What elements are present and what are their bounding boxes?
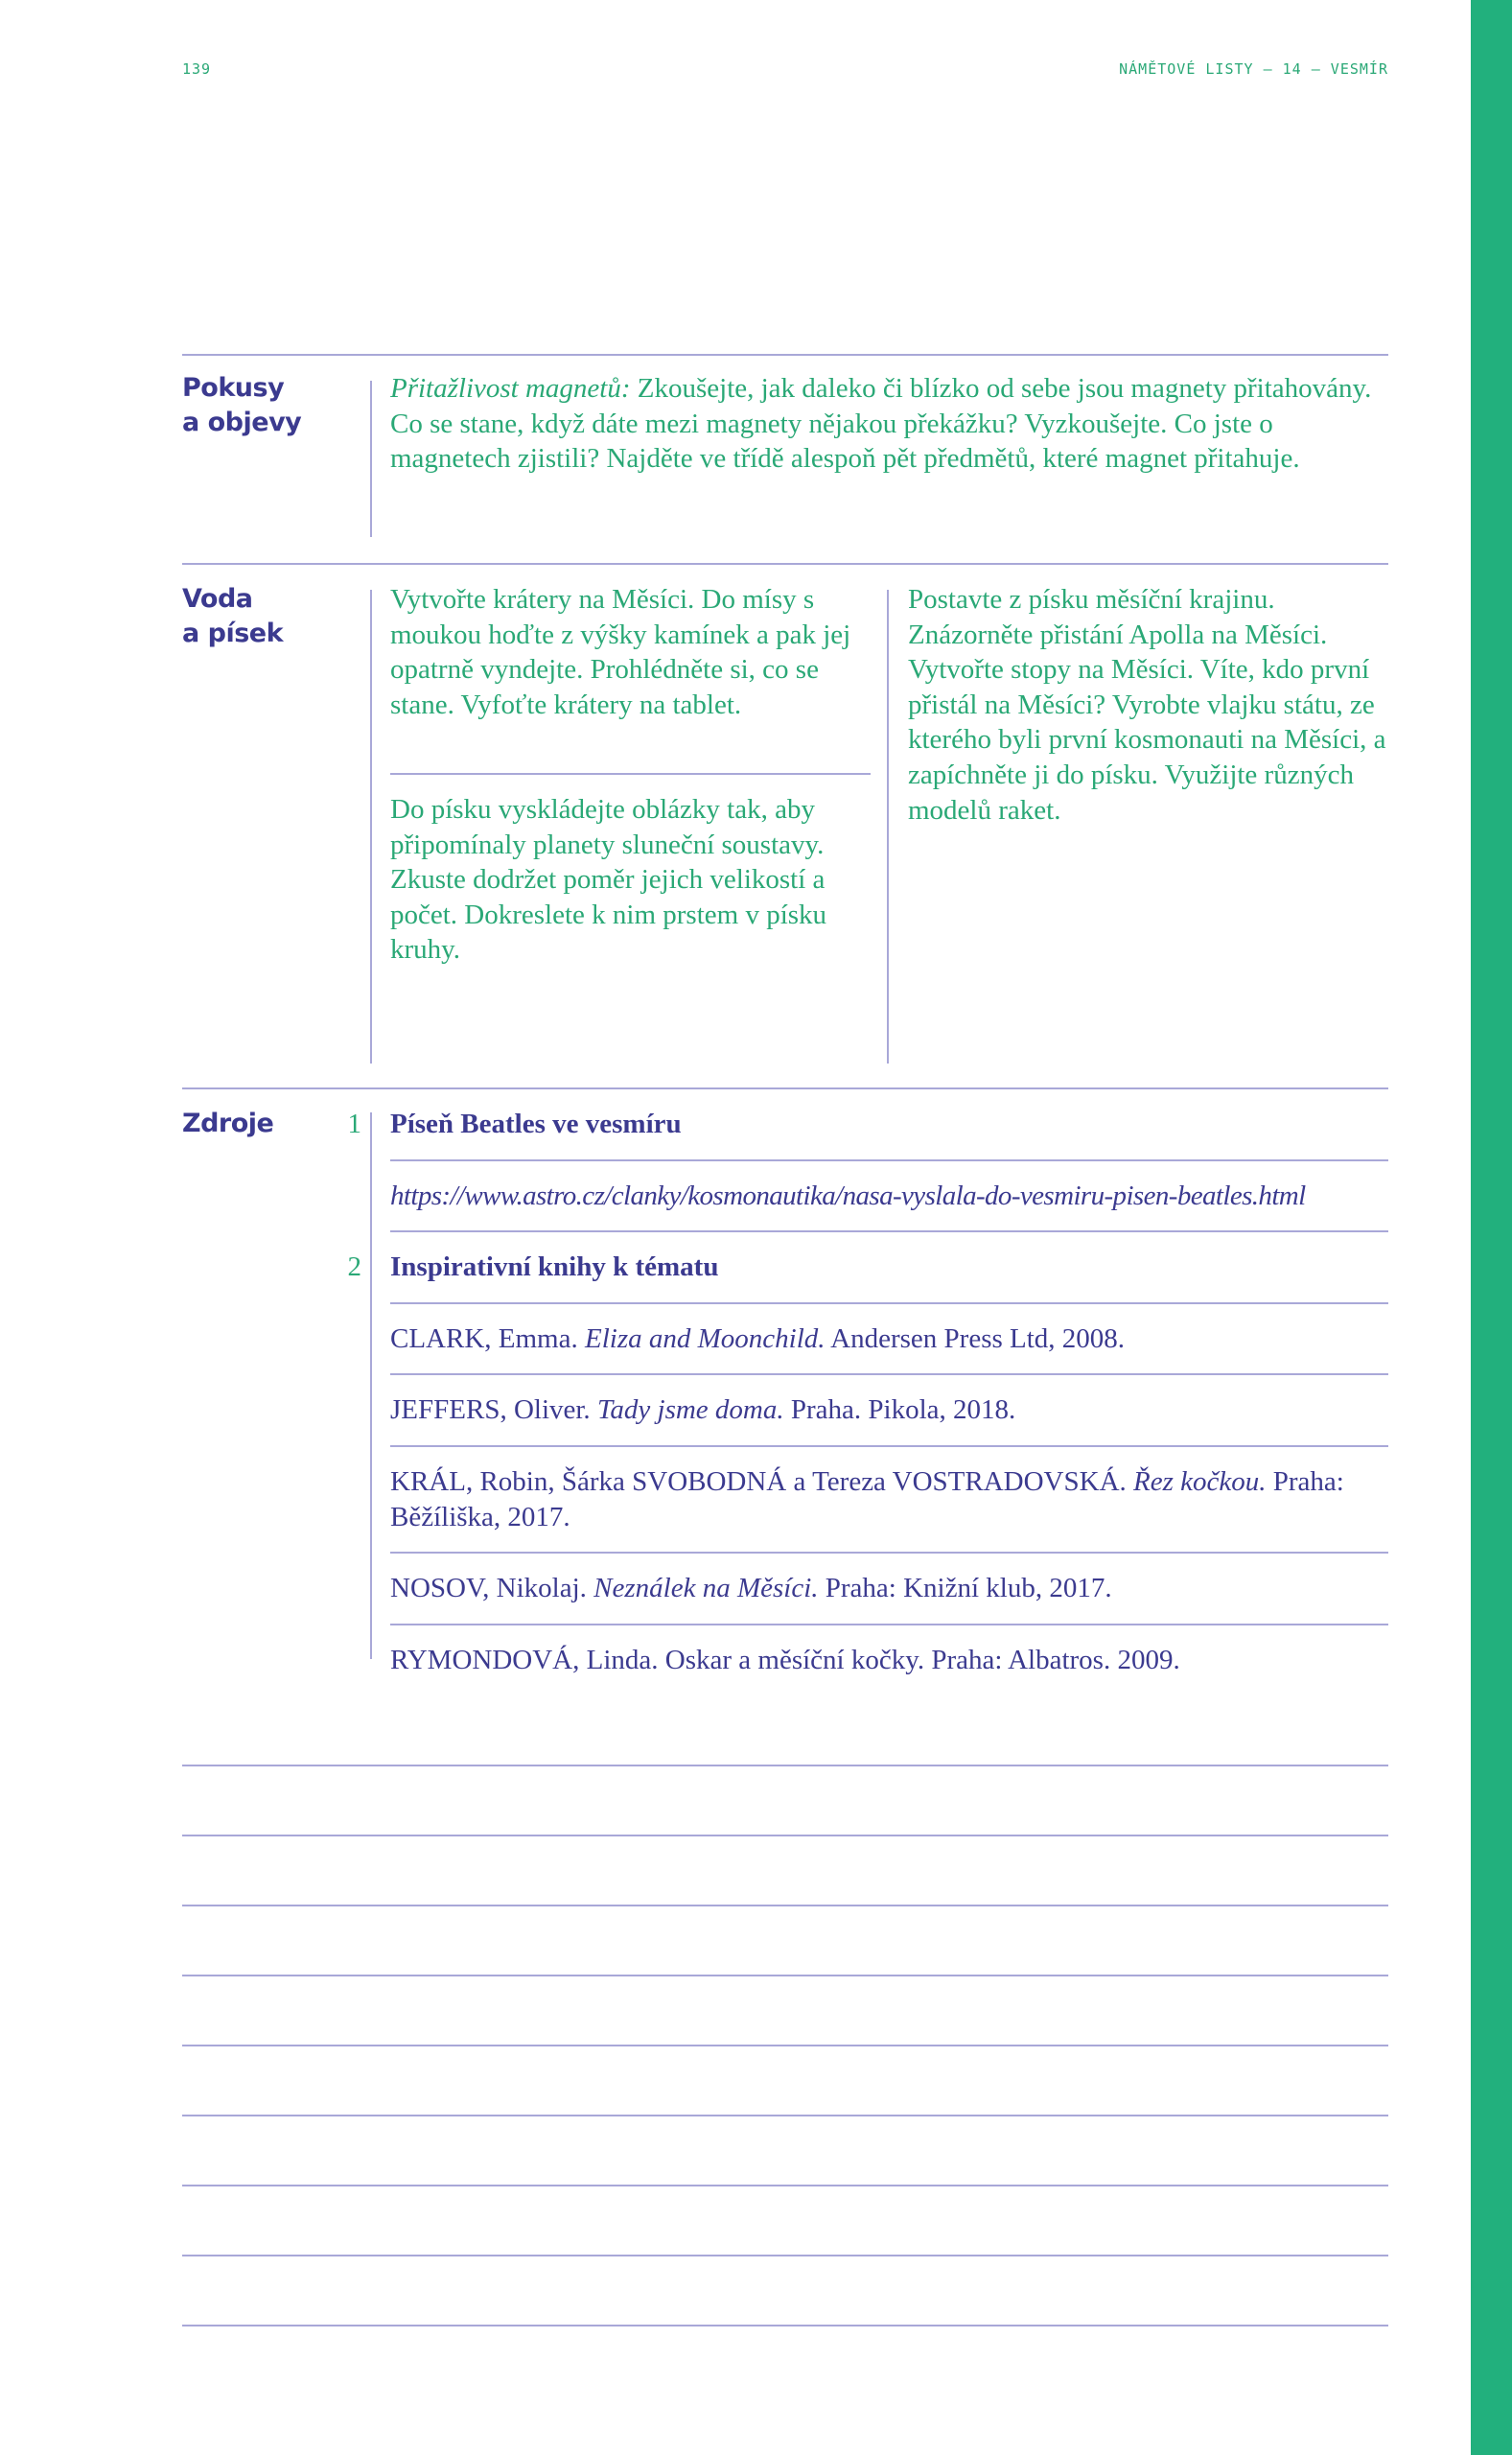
voda-col1-p2: Do písku vyskládejte oblázky tak, aby připomínaly planety sluneční soustavy. Zkuste dodržet poměr jejich velikostí a počet. Dokreslete k nim prstem v písku kruhy. <box>390 794 827 966</box>
section-label-zdroje: Zdroje <box>182 1109 274 1138</box>
pokusy-body: Zkoušejte, jak daleko či blízko od sebe jsou magnety přitahovány. Co se stane, když dáte mezi magnety nějakou překážku? Vyzkoušejte. Co jste o magnetech zjistili? Najděte ve třídě alespoň pět předmětů, které magnet přitahuje. <box>390 373 1372 475</box>
book-author: CLARK, Emma. <box>390 1322 585 1354</box>
book-title: Tady jsme doma. <box>596 1394 784 1426</box>
label-line: a objevy <box>182 408 302 437</box>
note-line <box>182 2325 1388 2326</box>
note-line <box>182 1975 1388 1976</box>
source-title: Inspirativní knihy k tématu <box>390 1251 719 1283</box>
book-author: JEFFERS, Oliver. <box>390 1394 597 1426</box>
book-publisher: Praha. Pikola, 2018. <box>783 1394 1016 1426</box>
book-title: Eliza and Moonchild. <box>585 1322 826 1354</box>
pokusy-text <box>390 371 1388 477</box>
book-author: RYMONDOVÁ, Linda. Oskar a měsíční kočky. Praha: Albatros. 2009. <box>390 1644 1180 1675</box>
book-item <box>390 1554 1388 1625</box>
book-publisher: Praha: Knižní klub, 2017. <box>818 1573 1112 1604</box>
note-line <box>182 2115 1388 2116</box>
note-line <box>182 2185 1388 2186</box>
source-title: Píseň Beatles ve vesmíru <box>390 1109 682 1139</box>
note-line <box>182 1905 1388 1906</box>
book-title: Řez kočkou. <box>1133 1465 1267 1497</box>
sources-list <box>347 1089 1388 1695</box>
column-divider <box>370 590 372 1064</box>
note-line <box>182 2045 1388 2046</box>
book-publisher: Praha: Běžíliška, 2017. <box>390 1465 1344 1532</box>
voda-col1-p1: Vytvořte krátery na Měsíci. Do mísy s moukou hoďte z výšky kamínek a pak jej opatrně vyndejte. Prohlédněte si, co se stane. Vyfoťte krátery na tablet. <box>390 584 851 720</box>
book-author: KRÁL, Robin, Šárka SVOBODNÁ a Tereza VOSTRADOVSKÁ. <box>390 1465 1134 1497</box>
book-title: Neználek na Měsíci. <box>593 1573 819 1604</box>
book-item <box>390 1447 1388 1554</box>
section-rule <box>182 563 1388 565</box>
source-heading <box>347 1089 1388 1161</box>
page-number: 139 <box>182 60 212 78</box>
book-author: NOSOV, Nikolaj. <box>390 1573 594 1604</box>
paragraph-rule <box>390 773 871 775</box>
column-divider <box>370 1112 372 1659</box>
label-line: a písek <box>182 619 284 648</box>
section-rule <box>182 354 1388 356</box>
section-label-pokusy <box>182 371 301 440</box>
note-line <box>182 2255 1388 2256</box>
book-item <box>390 1304 1388 1376</box>
source-number: 1 <box>347 1109 361 1139</box>
label-line: Pokusy <box>182 373 285 403</box>
green-edge-bar <box>1471 0 1512 2455</box>
source-number: 2 <box>347 1251 361 1283</box>
running-title: NÁMĚTOVÉ LISTY – 14 – VESMÍR <box>1119 60 1388 78</box>
section-label-voda <box>182 582 283 651</box>
label-line: Voda <box>182 584 253 614</box>
book-item <box>390 1375 1388 1447</box>
note-line <box>182 1765 1388 1766</box>
note-line <box>182 1835 1388 1836</box>
source-url-row <box>390 1161 1388 1233</box>
pokusy-lead: Přitažlivost magnetů: <box>390 373 631 404</box>
column-divider <box>887 590 889 1064</box>
source-heading <box>347 1232 1388 1304</box>
source-url-link[interactable]: https://www.astro.cz/clanky/kosmonautika/nasa-vyslala-do-vesmiru-pisen-beatles.html <box>390 1180 1306 1211</box>
book-item <box>390 1625 1388 1695</box>
book-publisher: Andersen Press Ltd, 2008. <box>825 1322 1126 1354</box>
voda-col2: Postavte z písku měsíční krajinu. Znázorněte přistání Apolla na Měsíci. Vytvořte stopy na Měsíci. Víte, kdo první přistál na Měsíci? Vyrobte vlajku státu, ze kterého byli první kosmonauti na Měsíci, a zapíchněte ji do písku. Využijte různých modelů raket. <box>908 584 1386 826</box>
column-divider <box>370 381 372 537</box>
